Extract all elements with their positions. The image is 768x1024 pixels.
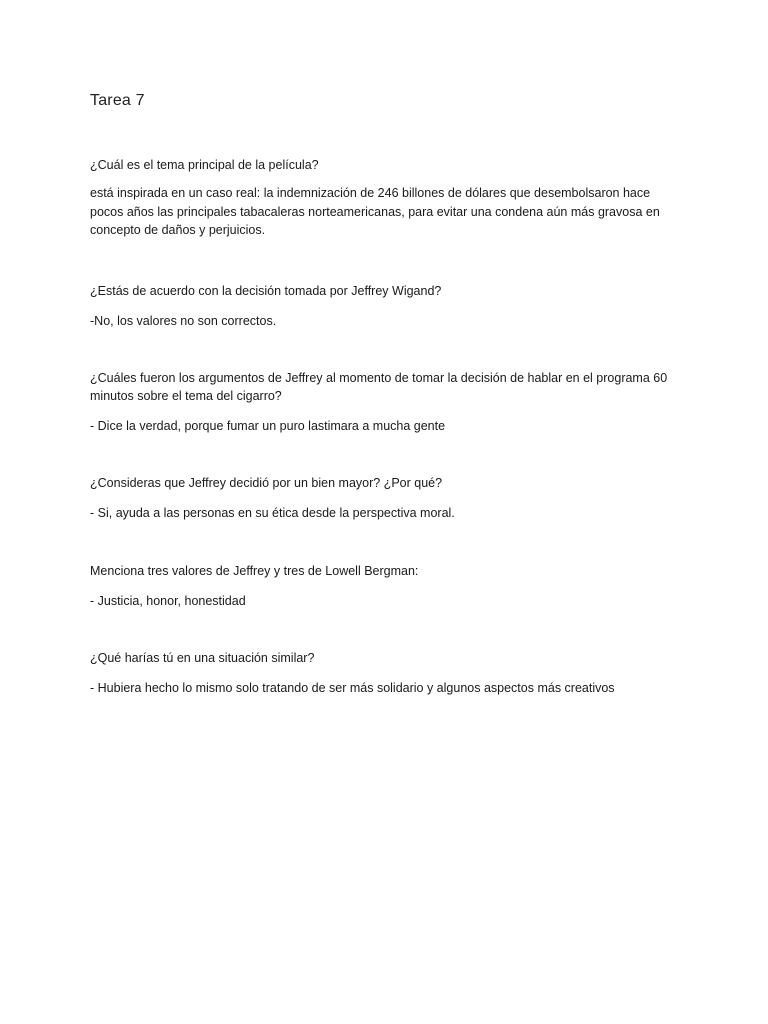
- qa-item-3: [90, 369, 680, 436]
- question-2: ¿Estás de acuerdo con la decisión tomada por Jeffrey Wigand?: [90, 284, 442, 298]
- answer-3: - Dice la verdad, porque fumar un puro lastimara a mucha gente: [90, 419, 446, 433]
- qa-item-4: [90, 474, 680, 523]
- answer-5: - Justicia, honor, honestidad: [90, 594, 246, 608]
- question-6: ¿Qué harías tú en una situación similar?: [90, 651, 315, 665]
- question-4: ¿Consideras que Jeffrey decidió por un bien mayor? ¿Por qué?: [90, 476, 443, 490]
- qa-item-1: [90, 156, 680, 240]
- answer-6: - Hubiera hecho lo mismo solo tratando de ser más solidario y algunos aspectos más creativos: [90, 681, 615, 695]
- page-title: Tarea 7: [90, 92, 145, 109]
- qa-item-5: [90, 562, 680, 611]
- answer-2: -No, los valores no son correctos.: [90, 314, 277, 328]
- qa-item-6: [90, 649, 680, 698]
- qa-item-2: [90, 282, 680, 331]
- question-1: ¿Cuál es el tema principal de la película?: [90, 158, 319, 172]
- answer-1: está inspirada en un caso real: la indemnización de 246 billones de dólares que desembolsaron hace pocos años las principales tabacaleras norteamericanas, para evitar una condena aún más gravosa en concepto de daños y perjuicios.: [90, 186, 660, 237]
- question-5: Menciona tres valores de Jeffrey y tres de Lowell Bergman:: [90, 564, 419, 578]
- answer-4: - Si, ayuda a las personas en su ética desde la perspectiva moral.: [90, 506, 455, 520]
- question-3: ¿Cuáles fueron los argumentos de Jeffrey al momento de tomar la decisión de hablar en el programa 60 minutos sobre el tema del cigarro?: [90, 371, 668, 403]
